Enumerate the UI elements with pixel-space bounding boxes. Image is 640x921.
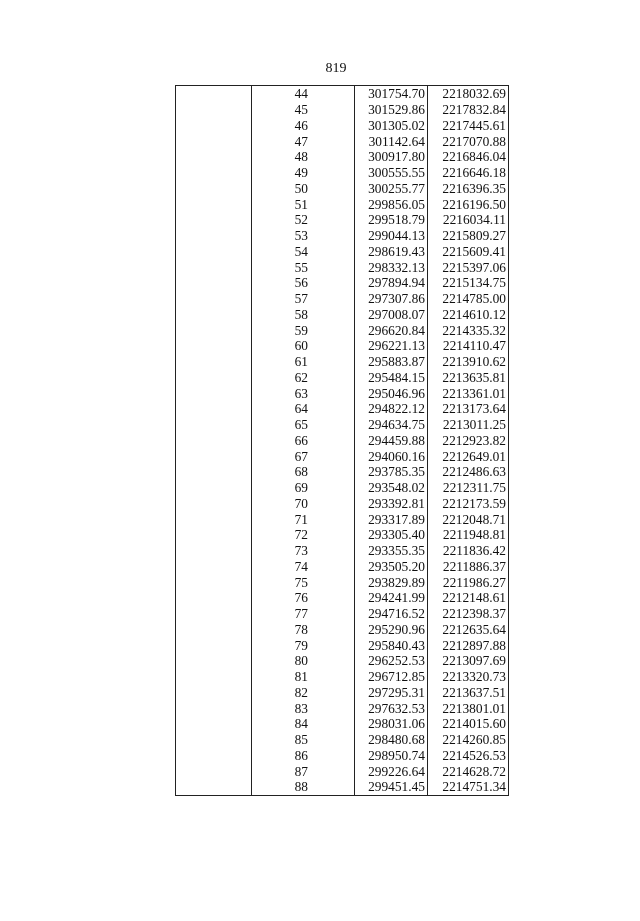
spacer-cell xyxy=(310,118,355,134)
x-coordinate-cell: 299451.45 xyxy=(368,779,425,795)
point-number-cell: 60 xyxy=(294,338,308,354)
y-coordinate-cell: 2214526.53 xyxy=(428,748,509,764)
x-coordinate-cell: 294241.99 xyxy=(368,590,425,606)
y-coordinate-cell: 2214785.00 xyxy=(428,291,509,307)
spacer-cell xyxy=(310,86,355,102)
y-coordinate-cell: 2213320.73 xyxy=(428,669,509,685)
coordinates-table-body xyxy=(176,86,509,796)
x-coordinate-cell: 299044.13 xyxy=(368,228,425,244)
spacer-cell xyxy=(310,370,355,386)
y-coordinate-cell: 2216396.35 xyxy=(428,181,509,197)
x-coordinate-cell: 295484.15 xyxy=(368,369,425,385)
x-coordinate-cell: 298480.68 xyxy=(368,732,425,748)
point-number-cell: 79 xyxy=(294,637,308,653)
point-number-cell: 77 xyxy=(294,606,308,622)
spacer-cell xyxy=(310,685,355,701)
point-number-cell: 46 xyxy=(294,117,308,133)
y-coordinate-cell: 2212635.64 xyxy=(428,622,509,638)
y-coordinate-cell: 2216846.04 xyxy=(428,149,509,165)
spacer-cell xyxy=(310,559,355,575)
y-coordinate-cell: 2214751.34 xyxy=(428,779,509,795)
spacer-cell xyxy=(310,196,355,212)
spacer-cell xyxy=(310,637,355,653)
point-number-cell: 44 xyxy=(294,86,308,102)
point-number-cell: 86 xyxy=(294,747,308,763)
point-number-cell: 49 xyxy=(294,165,308,181)
x-coordinate-cell: 295840.43 xyxy=(368,637,425,653)
x-coordinate-cell: 293785.35 xyxy=(368,464,425,480)
x-coordinate-cell: 301142.64 xyxy=(368,133,425,149)
spacer-cell xyxy=(310,527,355,543)
table-row xyxy=(176,86,509,102)
x-coordinate-cell: 296620.84 xyxy=(368,322,425,338)
x-coordinate-cell: 293505.20 xyxy=(368,558,425,574)
x-coordinate-cell: 293305.40 xyxy=(368,527,425,543)
x-coordinate-cell: 297295.31 xyxy=(368,684,425,700)
spacer-cell xyxy=(310,385,355,401)
point-number-cell: 81 xyxy=(294,669,308,685)
point-number-cell: 57 xyxy=(294,291,308,307)
y-coordinate-cell: 2217445.61 xyxy=(428,118,509,134)
x-coordinate-cell: 298619.43 xyxy=(368,243,425,259)
x-coordinate-cell: 298950.74 xyxy=(368,747,425,763)
x-coordinate-cell: 293829.89 xyxy=(368,574,425,590)
x-coordinate-cell: 299856.05 xyxy=(368,196,425,212)
spacer-cell xyxy=(310,212,355,228)
y-coordinate-cell: 2216196.50 xyxy=(428,196,509,212)
y-coordinate-cell: 2214610.12 xyxy=(428,307,509,323)
spacer-cell xyxy=(310,543,355,559)
y-coordinate-cell: 2211886.37 xyxy=(428,559,509,575)
x-coordinate-cell: 301754.70 xyxy=(368,86,425,102)
spacer-cell xyxy=(310,480,355,496)
y-coordinate-cell: 2215809.27 xyxy=(428,228,509,244)
x-coordinate-cell: 301529.86 xyxy=(368,102,425,118)
point-number-cell: 67 xyxy=(294,448,308,464)
x-coordinate-cell: 295046.96 xyxy=(368,385,425,401)
point-number-cell: 83 xyxy=(294,700,308,716)
y-coordinate-cell: 2211836.42 xyxy=(428,543,509,559)
y-coordinate-cell: 2212173.59 xyxy=(428,496,509,512)
spacer-cell xyxy=(310,102,355,118)
x-coordinate-cell: 293548.02 xyxy=(368,480,425,496)
spacer-cell xyxy=(310,716,355,732)
y-coordinate-cell: 2212048.71 xyxy=(428,511,509,527)
point-number-cell: 70 xyxy=(294,495,308,511)
spacer-cell xyxy=(310,133,355,149)
y-coordinate-cell: 2213910.62 xyxy=(428,354,509,370)
spacer-cell xyxy=(310,763,355,779)
x-coordinate-cell: 294459.88 xyxy=(368,432,425,448)
x-coordinate-cell: 300255.77 xyxy=(368,180,425,196)
x-coordinate-cell: 294822.12 xyxy=(368,401,425,417)
y-coordinate-cell: 2214628.72 xyxy=(428,763,509,779)
y-coordinate-cell: 2213361.01 xyxy=(428,385,509,401)
point-number-cell: 82 xyxy=(294,684,308,700)
spacer-cell xyxy=(310,417,355,433)
spacer-cell xyxy=(310,165,355,181)
x-coordinate-cell: 294060.16 xyxy=(368,448,425,464)
x-coordinate-cell: 298031.06 xyxy=(368,716,425,732)
point-number-cell: 54 xyxy=(294,243,308,259)
spacer-cell xyxy=(310,622,355,638)
spacer-cell xyxy=(310,291,355,307)
point-number-cell: 74 xyxy=(294,558,308,574)
spacer-cell xyxy=(310,574,355,590)
spacer-cell xyxy=(310,606,355,622)
point-number-cell: 72 xyxy=(294,527,308,543)
point-number-cell: 59 xyxy=(294,322,308,338)
x-coordinate-cell: 296712.85 xyxy=(368,669,425,685)
empty-label-column xyxy=(176,86,252,796)
y-coordinate-cell: 2213637.51 xyxy=(428,685,509,701)
spacer-cell xyxy=(310,779,355,795)
x-coordinate-cell: 295290.96 xyxy=(368,621,425,637)
y-coordinate-cell: 2217832.84 xyxy=(428,102,509,118)
point-number-cell: 71 xyxy=(294,511,308,527)
point-number-cell: 56 xyxy=(294,275,308,291)
y-coordinate-cell: 2212923.82 xyxy=(428,433,509,449)
point-number-cell: 51 xyxy=(294,196,308,212)
x-coordinate-cell: 297008.07 xyxy=(368,306,425,322)
spacer-cell xyxy=(310,338,355,354)
point-number-cell: 73 xyxy=(294,543,308,559)
x-coordinate-cell: 300555.55 xyxy=(368,165,425,181)
spacer-cell xyxy=(310,307,355,323)
spacer-cell xyxy=(310,149,355,165)
x-coordinate-cell: 293392.81 xyxy=(368,495,425,511)
y-coordinate-cell: 2215609.41 xyxy=(428,244,509,260)
x-coordinate-cell: 297632.53 xyxy=(368,700,425,716)
spacer-cell xyxy=(310,511,355,527)
spacer-cell xyxy=(310,433,355,449)
spacer-cell xyxy=(310,275,355,291)
point-number-cell: 78 xyxy=(294,621,308,637)
x-coordinate-cell: 298332.13 xyxy=(368,259,425,275)
point-number-cell: 45 xyxy=(294,102,308,118)
spacer-cell xyxy=(310,181,355,197)
y-coordinate-cell: 2212897.88 xyxy=(428,637,509,653)
x-coordinate-cell: 293355.35 xyxy=(368,543,425,559)
point-number-cell: 84 xyxy=(294,716,308,732)
y-coordinate-cell: 2217070.88 xyxy=(428,133,509,149)
y-coordinate-cell: 2212311.75 xyxy=(428,480,509,496)
spacer-cell xyxy=(310,748,355,764)
y-coordinate-cell: 2215134.75 xyxy=(428,275,509,291)
point-number-cell: 68 xyxy=(294,464,308,480)
x-coordinate-cell: 294716.52 xyxy=(368,606,425,622)
coordinates-table xyxy=(175,85,509,796)
spacer-cell xyxy=(310,401,355,417)
spacer-cell xyxy=(310,244,355,260)
spacer-cell xyxy=(310,700,355,716)
x-coordinate-cell: 299226.64 xyxy=(368,763,425,779)
y-coordinate-cell: 2214335.32 xyxy=(428,322,509,338)
spacer-cell xyxy=(310,732,355,748)
point-number-cell: 64 xyxy=(294,401,308,417)
y-coordinate-cell: 2216034.11 xyxy=(428,212,509,228)
spacer-cell xyxy=(310,228,355,244)
y-coordinate-cell: 2214015.60 xyxy=(428,716,509,732)
y-coordinate-cell: 2213801.01 xyxy=(428,700,509,716)
y-coordinate-cell: 2218032.69 xyxy=(428,86,509,102)
spacer-cell xyxy=(310,669,355,685)
x-coordinate-cell: 300917.80 xyxy=(368,149,425,165)
y-coordinate-cell: 2212486.63 xyxy=(428,464,509,480)
x-coordinate-cell: 296252.53 xyxy=(368,653,425,669)
point-number-cell: 58 xyxy=(294,306,308,322)
point-number-cell: 75 xyxy=(294,574,308,590)
y-coordinate-cell: 2213635.81 xyxy=(428,370,509,386)
y-coordinate-cell: 2212649.01 xyxy=(428,448,509,464)
point-number-cell: 85 xyxy=(294,732,308,748)
y-coordinate-cell: 2213173.64 xyxy=(428,401,509,417)
point-number-cell: 88 xyxy=(294,779,308,795)
y-coordinate-cell: 2216646.18 xyxy=(428,165,509,181)
x-coordinate-cell: 295883.87 xyxy=(368,354,425,370)
y-coordinate-cell: 2215397.06 xyxy=(428,259,509,275)
x-coordinate-cell: 301305.02 xyxy=(368,117,425,133)
point-number-cell: 62 xyxy=(294,369,308,385)
point-number-cell: 66 xyxy=(294,432,308,448)
y-coordinate-cell: 2213011.25 xyxy=(428,417,509,433)
point-number-cell: 65 xyxy=(294,417,308,433)
x-coordinate-cell: 299518.79 xyxy=(368,212,425,228)
spacer-cell xyxy=(310,590,355,606)
point-number-cell: 69 xyxy=(294,480,308,496)
y-coordinate-cell: 2212148.61 xyxy=(428,590,509,606)
spacer-cell xyxy=(310,354,355,370)
spacer-cell xyxy=(310,322,355,338)
point-number-cell: 52 xyxy=(294,212,308,228)
y-coordinate-cell: 2211948.81 xyxy=(428,527,509,543)
point-number-cell: 53 xyxy=(294,228,308,244)
y-coordinate-cell: 2214260.85 xyxy=(428,732,509,748)
point-number-cell: 48 xyxy=(294,149,308,165)
point-number-cell: 47 xyxy=(294,133,308,149)
point-number-cell: 61 xyxy=(294,354,308,370)
point-number-cell: 87 xyxy=(294,763,308,779)
x-coordinate-cell: 297307.86 xyxy=(368,291,425,307)
y-coordinate-cell: 2214110.47 xyxy=(428,338,509,354)
point-number-cell: 63 xyxy=(294,385,308,401)
point-number-cell: 55 xyxy=(294,259,308,275)
spacer-cell xyxy=(310,448,355,464)
spacer-cell xyxy=(310,496,355,512)
y-coordinate-cell: 2212398.37 xyxy=(428,606,509,622)
x-coordinate-cell: 296221.13 xyxy=(368,338,425,354)
spacer-cell xyxy=(310,653,355,669)
x-coordinate-cell: 294634.75 xyxy=(368,417,425,433)
y-coordinate-cell: 2211986.27 xyxy=(428,574,509,590)
x-coordinate-cell: 297894.94 xyxy=(368,275,425,291)
spacer-cell xyxy=(310,464,355,480)
point-number-cell: 50 xyxy=(294,180,308,196)
point-number-cell: 80 xyxy=(294,653,308,669)
point-number-cell: 76 xyxy=(294,590,308,606)
page-number: 819 xyxy=(325,61,347,76)
y-coordinate-cell: 2213097.69 xyxy=(428,653,509,669)
spacer-cell xyxy=(310,259,355,275)
x-coordinate-cell: 293317.89 xyxy=(368,511,425,527)
